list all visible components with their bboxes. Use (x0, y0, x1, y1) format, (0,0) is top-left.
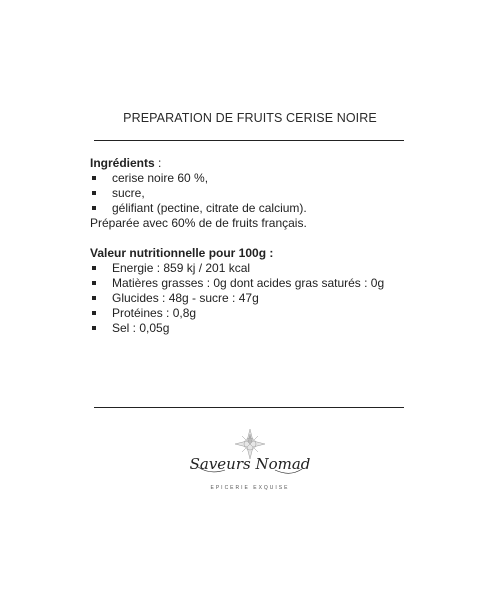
ingredients-note: Préparée avec 60% de de fruits français. (90, 216, 307, 230)
bullet-icon (92, 176, 96, 180)
nutrition-heading (90, 246, 410, 261)
bullet-icon (92, 326, 96, 330)
nutrition-item (90, 321, 410, 336)
nutrition-text: Matières grasses : 0g dont acides gras saturés : 0g (112, 276, 385, 290)
nutrition-list (90, 261, 410, 336)
bullet-icon (92, 296, 96, 300)
nutrition-item (90, 276, 410, 291)
bullet-icon (92, 281, 96, 285)
ingredients-heading-suffix: : (154, 156, 162, 170)
ingredient-item (90, 201, 410, 216)
bullet-icon (92, 206, 96, 210)
nutrition-heading-text: Valeur nutritionnelle pour 100g : (90, 246, 274, 260)
nutrition-text: Sel : 0,05g (112, 321, 170, 335)
ingredient-item (90, 186, 410, 201)
label-content (90, 156, 410, 336)
ingredients-heading-text: Ingrédients (90, 156, 155, 170)
ingredient-item (90, 171, 410, 186)
nutrition-item (90, 306, 410, 321)
product-title: PREPARATION DE FRUITS CERISE NOIRE (123, 111, 377, 125)
nutrition-text: Protéines : 0,8g (112, 306, 197, 320)
bottom-divider (94, 407, 404, 408)
brand-name: Saveurs Nomad (189, 455, 311, 473)
bullet-icon (92, 191, 96, 195)
brand-tagline: EPICERIE EXQUISE (210, 485, 290, 491)
ingredients-list (90, 171, 410, 216)
nutrition-item (90, 291, 410, 306)
top-divider (94, 140, 404, 141)
ingredient-text: sucre, (112, 186, 145, 200)
nutrition-text: Energie : 859 kj / 201 kcal (112, 261, 251, 275)
nutrition-item (90, 261, 410, 276)
bullet-icon (92, 266, 96, 270)
nutrition-text: Glucides : 48g - sucre : 47g (112, 291, 259, 305)
ingredient-text: cerise noire 60 %, (112, 171, 209, 185)
bullet-icon (92, 311, 96, 315)
ingredients-heading (90, 156, 410, 171)
ingredient-text: gélifiant (pectine, citrate de calcium). (112, 201, 307, 215)
